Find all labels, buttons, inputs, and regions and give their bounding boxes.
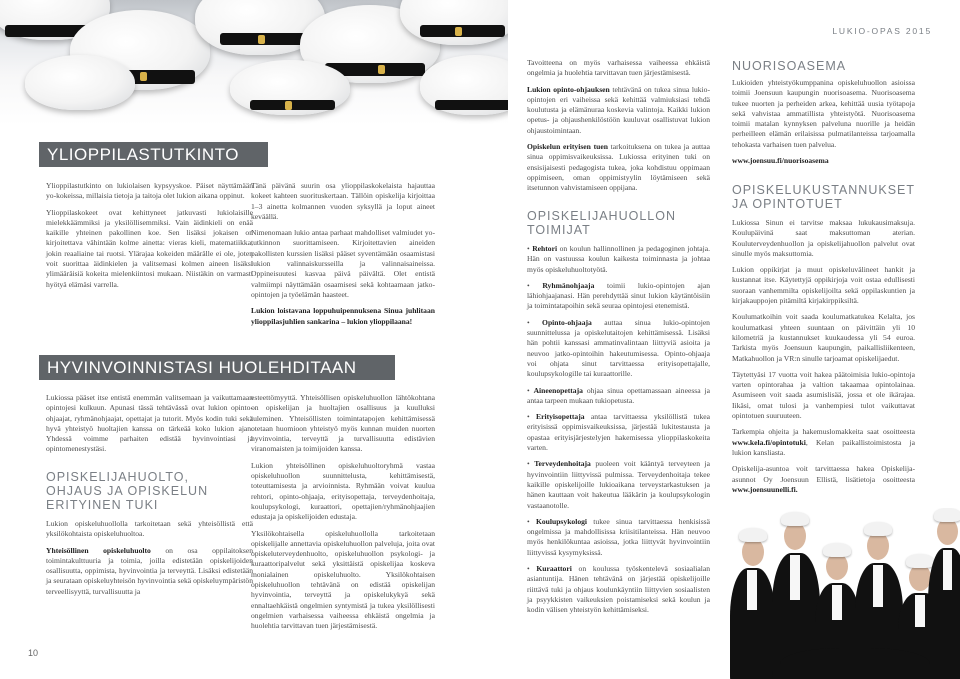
yo-intro-p2: Ylioppilaskokeet ovat kehittyneet jatkuvasti lukiolaisille mielekkäämmiksi ja yksilöllisemmiksi. Vain äidinkieli on enää kaikille yhteinen pakollinen koe. Sen lisäksi jokaisen on kirjoitettava vähintään kolme ainetta: vieras kieli, matematiikka, jokin reaaliaine tai ruotsi. Ylärajaa kokeiden määrälle ei ole, joten voit suorittaa äidinkielen ja valitsemasi kolmen aineen lisäksi ylimääräisiä kokeita mielenkiintosi mukaan. Niistäkin on varmasti hyötyä elämäsi varrella.	[46, 207, 253, 289]
nuorisoasema-heading: NUORISOASEMA	[732, 59, 847, 73]
yo-callout: Lukion loistavana loppuhuipennuksena Sinua juhlitaan ylioppilasjuhlien sankarina – lukion ylioppilaana!	[251, 306, 435, 326]
col3-opinto-ohjaus: Lukion opinto-ohjauksen tehtävänä on tukea sinua lukio-opintojen eri vaiheissa sekä kehittää valmiuksiasi tehdä koulutusta ja elämänuraa koskevia valintoja. Kaikki lukion opetus- ja ohjaushenkilöstöön kuuluvat osallistuvat lukion ohjaustoimintaan.	[527, 84, 710, 135]
opiskelijahuolto-text	[46, 519, 253, 603]
toimijat-list	[527, 244, 710, 622]
col3-erityinen-tuki: Opiskelun erityisen tuen tarkoituksena on tukea ja auttaa sinua oppimisvaikeuksissa. Lukiossa erityinen tuki on ensisijaisesti pedagogista tukea, joka kohdistuu oppimaan oppimiseen, oman oppimistyylin löytämiseen sekä itsetunnon vahvistamiseen oppijana.	[527, 142, 710, 193]
opiskelijahuolto-p1: Lukion opiskeluhuollolla tarkoitetaan sekä yhteisöllistä että yksilökohtaista opiskeluhuoltoa.	[46, 519, 253, 539]
kustannukset-p2: Lukion oppikirjat ja muut opiskeluvälineet hankit ja kustannat itse. Käytettyjä oppikirjoja voit ostaa edullisesti suoraan vanhemmilta opiskelijoilta sekä oppilaskuntien ja kirjakauppojen pitämiltä kirjakirppiksiltä.	[732, 265, 915, 306]
wellbeing-col1	[46, 393, 253, 461]
page-number: 10	[28, 648, 39, 658]
toimija-item: • Koulupsykologi tukee sinua tarvittaessa henkisissä ongelmissa ja mahdollisissa kriisitilanteissa. Hän neuvoo myös henkilökuntaa asioissa, jotka liittyvät hyvinvointiin liittyvissä kysymyksissä.	[527, 516, 710, 557]
ohjaus-column	[527, 58, 710, 200]
wellbeing-intro: Lukiossa pääset itse entistä enemmän valitsemaan ja vaikuttamaan opintojesi kulkuun. Apunasi tässä tehtävässä ovat lukion opinto-ohjaajat, ryhmänohjaajat, opettajat ja tutorit. Myös kodin tuki sekä hyvä yhteistyö huoltajien kanssa on tärkeää koko lukion ajan. Yhdessä voimme parhaiten edistää hyvinvointiasi ja opintomenestystäsi.	[46, 393, 253, 454]
wellbeing-col2	[251, 393, 435, 638]
yo-exam-p1: Tänä päivänä suurin osa ylioppilaskokelaista hajauttaa kokeet kahteen suorituskertaan. Tällöin opiskelija kirjoittaa 1–3 ainetta kolmannen vuoden syksyllä ja loput aineet keväällä.	[251, 181, 435, 221]
wellbeing-col2-p3: Yksilökohtaisella opiskeluhuollolla tarkoitetaan opiskelijalle annettavia opiskeluhuollon palveluja, joita ovat opiskeluterveydenhuolto, opiskeluhuollon psykologi- ja kuraattoripalvelut sekä yksittäistä opiskelijaa koskeva monialainen opiskeluhuolto. Yksilökohtaisen opiskeluhuollon tehtävänä on edistää opiskelijan hyvinvointia, terveyttä ja opiskelukykyä sekä ennaltaehkäistä ongelmien syntymistä ja tukea yksilöllisesti ongelmien varhaisessa vaiheessa ehkäistä ongelmia ja huolehtia tarvittavan tuen järjestämisestä.	[251, 528, 435, 631]
yo-exam-p2: Nimenomaan lukio antaa parhaat mahdolliset valmiudet yo-tutkinnon suorittamiseen. Kirjoitettavien aineiden pakollisten kurssien lisäksi pääset syventämään osaamistasi lukion valinnaiskursseilla ja valinnaisaineissa. Oppineisuutesi kasvaa päivä päivältä. Olet entistä valmiimpi näyttämään osaamisesi sekä kohtaamaan jatko-opintojen ja työelämän haasteet.	[251, 228, 435, 299]
nuorisoasema-link[interactable]: www.joensuu.fi/nuorisoasema	[732, 156, 829, 166]
kustannukset-p5: Tarkempia ohjeita ja hakemuslomakkeita saat osoitteesta www.kela.fi/opintotuki, Kelan paikallistoimistosta ja lukion kansliasta.	[732, 427, 915, 457]
toimija-item: • Terveydenhoitaja puoleen voit kääntyä terveyteen ja hyvinvointiin liittyvissä pulmissa. Terveydenhoitaja tekee kaikille opiskelijoille lukioaikana terveystarkastuksen ja hänen kauttaan voit hakeutua lääkärin ja koulupsykologin vastaanotolle.	[527, 459, 711, 510]
kela-link[interactable]: www.kela.fi/opintotuki	[732, 437, 806, 447]
toimijat-heading: OPISKELIJAHUOLLON TOIMIJAT	[527, 209, 676, 237]
elli-link[interactable]: www.joensuunelli.fi.	[732, 484, 798, 494]
opiskelijahuolto-heading: OPISKELIJAHUOLTO, OHJAUS JA OPISKELUN ERITYINEN TUKI	[46, 470, 209, 512]
kustannukset-p6: Opiskelija-asuntoa voit tarvittaessa hakea Opiskelija-asunnot Oy Joensuun Ellistä, lisätietoja osoitteesta www.joensuunelli.fi.	[732, 464, 915, 494]
wellbeing-title-bar: HYVINVOINNISTASI HUOLEHDITAAN	[39, 355, 395, 380]
opiskelijahuolto-p2: Yhteisöllinen opiskeluhuolto on osa oppilaitoksen toimintakulttuuria ja toimia, joilla edistetään opiskelijoiden osallisuutta, oppimista, hyvinvointia ja terveyttä. Lisäksi edistetään ja seurataan opiskeluyhteisön hyvinvointia sekä opiskeluympäristön terveellisyyttä, turvallisuutta ja	[46, 545, 253, 596]
kustannukset-p4: Täytettyäsi 17 vuotta voit hakea päätoimisia lukio-opintoja varten opintorahaa ja valtion takaamaa opintolainaa. Asumiseen voit saada asumislisää, jossa et ole ikärajaa. Iikäsi, omat tulosi ja vanhempiesi tulot vaikuttavat opintotuen suuruuteen.	[732, 369, 915, 421]
nuorisoasema-desc: Lukioiden yhteistyökumppanina opiskeluhuollon asioissa toimii Joensuun kaupungin nuorisoasema. Nuorisoasema tukee nuorten ja perheiden arkea, kehittää uusia työtapoja sekä vahvistaa ammatillista yhteistyötä. Nuorisoasema toimii matalan kynnyksen palveluna nuorille ja heidän perheilleen elämän erilaisissa pulmatilanteissa tarjoamalla tehokasta varhaisen tuen palvelua.	[732, 78, 915, 149]
toimija-item: • Erityisopettaja antaa tarvittaessa yksilöllistä tukea erityisissä oppimisvaikeuksissa, järjestää lukitestausta ja opastaa erityisjärjestelyjen hakemisessa ylioppilaskokeita varten.	[527, 412, 711, 453]
toimija-item: • Rehtori on koulun hallinnollinen ja pedagoginen johtaja. Hän on vastuussa koulun kaikesta toiminnasta ja johtaa myös opiskeluhuoltotyötä.	[527, 244, 710, 274]
student-caps-photo	[0, 0, 508, 125]
wellbeing-col2-p1: esteettömyyttä. Yhteisöllisen opiskeluhuollon lähtökohtana on opiskelijan ja huoltajien osallisuus ja kuulluksi tuleminen. Yhteisöllisten toimintatapojen kehittämisessä otetaan huomioon yhteistyö myös kunnan muiden nuorten hyvinvointia, terveyttä ja turvallisuutta edistävien viranomaisten ja toimijoiden kanssa.	[251, 393, 435, 454]
kustannukset-p1: Lukiossa Sinun ei tarvitse maksaa lukukausimaksuja. Koulupäivinä saat maksuttoman aterian. Kouluterveydenhuollon ja opiskelijahuollon palvelut ovat sinulle myös maksuttomia.	[732, 218, 915, 258]
hero-title-bar: YLIOPPILASTUTKINTO	[39, 142, 268, 167]
toimija-item: • Kuraattori on koulussa työskentelevä sosiaalialan asiantuntija. Hänen tehtävänä on järjestää opiskelijoille riittävä tuki ja ohjaus koulunkäyntiin liittyvien sosiaalisten ja psyykkisten vaikeuksien poistamiseksi sekä koulun ja kodin välisen yhteistyön kehittämiseksi.	[527, 564, 710, 615]
kustannukset-p3: Koulumatkoihin voit saada koulumatkatukea Kelalta, jos koulumatkasi yhteen suuntaan on päivittäin yli 10 kilometriä ja kustannukset kuukaudessa yli 54 euroa. Tarkista myös Joensuun kaupungin, paikallisliikenteen, Matkahuollon ja VR:n sinulle tarjoamat opiskelijaedut.	[732, 312, 915, 363]
graduates-photo	[720, 508, 960, 679]
toimija-item: • Opinto-ohjaaja auttaa sinua lukio-opintojen suunnittelussa ja opiskelutaitojen kehittämisessä. Lisäksi hän pohtii kanssasi ammatinvalintaan liittyviä asioita ja neuvoo jatko-opintoihin hakeutumisessa. Opinto-ohjaaja voi ohjata sinut tarvittaessa erityisopettajalle, koulupsykologille tai kuraattorille.	[527, 317, 710, 379]
page-header-title: LUKIO-OPAS 2015	[832, 26, 932, 36]
nuorisoasema-text	[732, 78, 915, 172]
yo-intro-p1: Ylioppilastutkinto on lukiolaisen kypsyyskoe. Päiset näyttämään yo-kokeissa, millaisia tietoja ja taitoja olet lukion aikana oppinut.	[46, 181, 253, 201]
yo-intro-text	[46, 181, 253, 296]
kustannukset-text	[732, 218, 915, 501]
col3-top: Tavoitteena on myös varhaisessa vaiheessa ehkäistä ongelmia ja huolehtia tarvittavan tuen järjestämisestä.	[527, 58, 710, 78]
wellbeing-col2-p2: Lukion yhteisöllinen opiskeluhuoltoryhmä vastaa opiskeluhuollon suunnittelusta, kehittämisestä, toteuttamisesta ja arvioinnista. Ryhmään voivat kuulua rehtori, opinto-ohjaaja, erityisopettaja, terveydenhoitaja, koulupsykologi, kuraattori, opettajien/ryhmänohjaajien edustaja ja opiskelijoiden edustaja.	[251, 460, 435, 522]
toimija-item: • Ryhmänohjaaja toimii lukio-opintojen ajan lähiohjaajanasi. Hän perehdyttää sinut lukion käytäntöisiin ja toimintatapoihin sekä seuraa opintojesi etenemistä.	[527, 280, 710, 311]
toimija-item: • Aineenopettaja ohjaa sinua opettamassaan aineessa ja antaa tarpeen mukaan tukiopetusta.	[527, 385, 711, 405]
kustannukset-heading: OPISKELUKUSTANNUKSET JA OPINTOTUET	[732, 183, 915, 211]
yo-exam-text	[251, 181, 435, 333]
